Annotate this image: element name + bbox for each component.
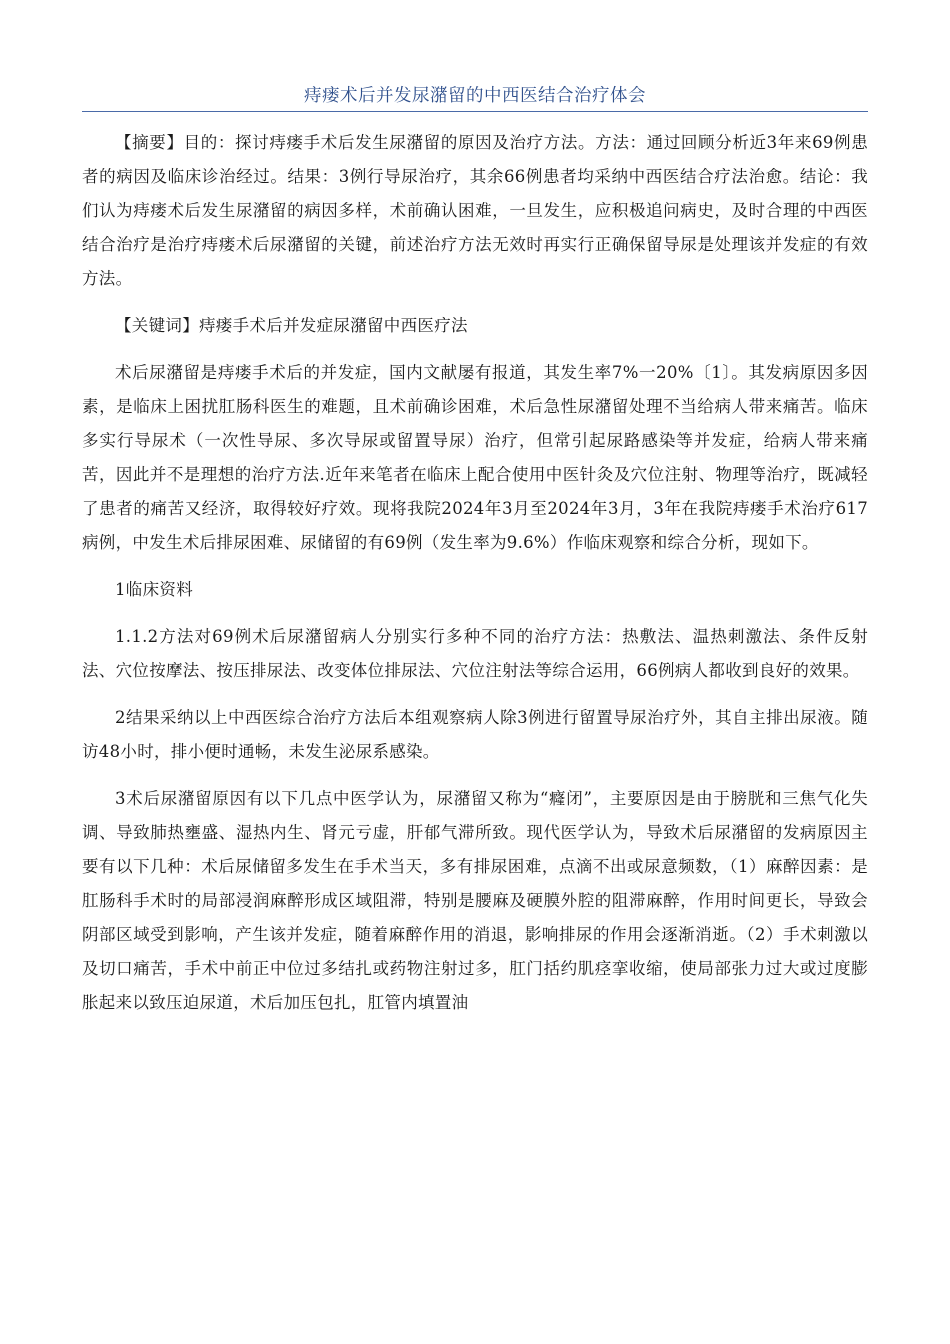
- keywords-paragraph: 【关键词】痔瘘手术后并发症尿潴留中西医疗法: [115, 316, 468, 335]
- method-paragraph: 1.1.2方法对69例术后尿潴留病人分别实行多种不同的治疗方法：热敷法、温热刺激法、条件反射法、穴位按摩法、按压排尿法、改变体位排尿法、穴位注射法等综合运用，66例病人都收到良好的效果。: [82, 627, 868, 680]
- document-page: [82, 0, 868, 1020]
- result-paragraph: 2结果采纳以上中西医综合治疗方法后本组观察病人除3例进行留置导尿治疗外，其自主排出尿液。随访48小时，排小便时通畅，未发生泌尿系感染。: [82, 708, 868, 761]
- document-title: 痔瘘术后并发尿潴留的中西医结合治疗体会: [304, 86, 646, 106]
- title-underline: [82, 111, 868, 112]
- intro-paragraph: 术后尿潴留是痔瘘手术后的并发症，国内文献屡有报道，其发生率7%一20%〔1〕。其发病原因多因素，是临床上困扰肛肠科医生的难题，且术前确诊困难，术后急性尿潴留处理不当给病人带来痛苦。临床多实行导尿术（一次性导尿、多次导尿或留置导尿）治疗，但常引起尿路感染等并发症，给病人带来痛苦，因此并不是理想的治疗方法.近年来笔者在临床上配合使用中医针灸及穴位注射、物理等治疗，既减轻了患者的痛苦又经济，取得较好疗效。现将我院2024年3月至2024年3月，3年在我院痔瘘手术治疗617病例，中发生术后排尿困难、尿储留的有69例（发生率为9.6%）作临床观察和综合分析，现如下。: [82, 363, 868, 552]
- causes-paragraph: 3术后尿潴留原因有以下几点中医学认为，尿潴留又称为“癃闭”，主要原因是由于膀胱和三焦气化失调、导致肺热壅盛、湿热内生、肾元亏虚，肝郁气滞所致。现代医学认为，导致术后尿潴留的发病原因主要有以下几种：术后尿储留多发生在手术当天，多有排尿困难，点滴不出或尿意频数，（1）麻醉因素：是肛肠科手术时的局部浸润麻醉形成区域阻滞，特别是腰麻及硬膜外腔的阻滞麻醉，作用时间更长，导致会阴部区域受到影响，产生该并发症，随着麻醉作用的消退，影响排尿的作用会逐渐消逝。（2）手术刺激以及切口痛苦，手术中前正中位过多结扎或药物注射过多，肛门括约肌痉挛收缩，使局部张力过大或过度膨胀起来以致压迫尿道，术后加压包扎，肛管内填置油: [82, 789, 868, 1012]
- section-heading-clinical-data: 1临床资料: [115, 580, 193, 599]
- abstract-paragraph: 【摘要】目的：探讨痔瘘手术后发生尿潴留的原因及治疗方法。方法：通过回顾分析近3年来69例患者的病因及临床诊治经过。结果：3例行导尿治疗，其余66例患者均采纳中西医结合疗法治愈。结论：我们认为痔瘘术后发生尿潴留的病因多样，术前确认困难，一旦发生，应积极追问病史，及时合理的中西医结合治疗是治疗痔瘘术后尿潴留的关键，前述治疗方法无效时再实行正确保留导尿是处理该并发症的有效方法。: [82, 133, 868, 288]
